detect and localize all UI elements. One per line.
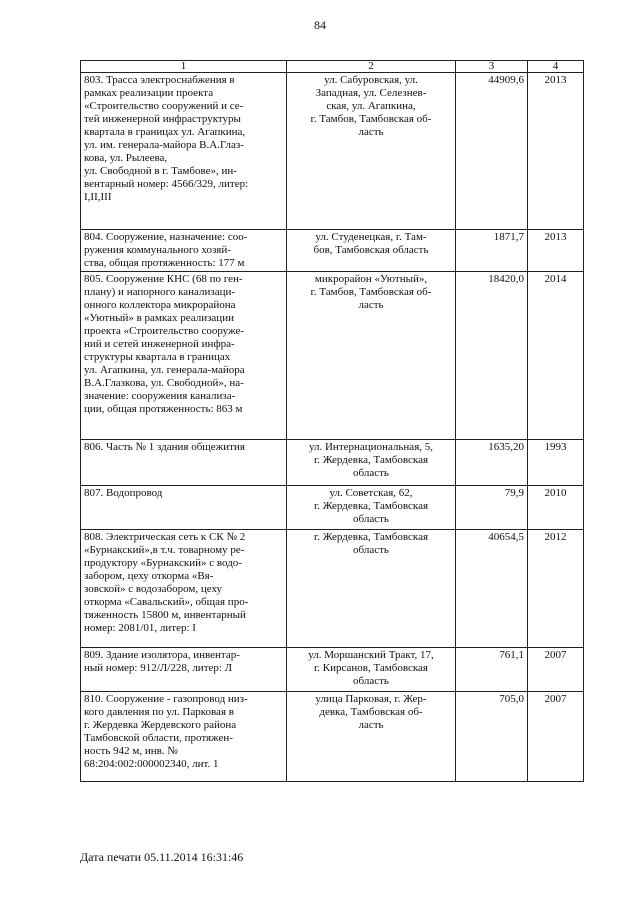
- object-year: 2014: [528, 272, 584, 440]
- print-date: Дата печати 05.11.2014 16:31:46: [80, 850, 244, 864]
- table-row: [81, 440, 584, 486]
- column-header-4: 4: [528, 61, 584, 73]
- object-description: 808. Электрическая сеть к СК № 2 «Бурнакский»,в т.ч. товарному ре- продуктору «Бурнакский» с водо- забором, цеху откорма «Вя- зовской» с водозабором, цеху откорма «Савальский», общая про- тяженность 15800 м, инвентарный номер: 2081/01, литер: I: [81, 530, 287, 648]
- object-description: 807. Водопровод: [81, 486, 287, 530]
- object-description: 810. Сооружение - газопровод низ- кого давления по ул. Парковая в г. Жердевка Жердевского района Тамбовской области, протяжен- ность 942 м, инв. № 68:204:002:000002340, лит. 1: [81, 692, 287, 782]
- object-value: 1635,20: [456, 440, 528, 486]
- object-description: 804. Сооружение, назначение: соо- ружения коммунального хозяй- ства, общая протяженность: 177 м: [81, 230, 287, 272]
- object-value: 44909,6: [456, 73, 528, 230]
- object-value: 18420,0: [456, 272, 528, 440]
- object-description: 803. Трасса электроснабжения в рамках реализации проекта «Строительство сооружений и се- тей инженерной инфраструктуры квартала в границах ул. Агапкина, ул. им. генерала-майора В.А.Глаз- кова, ул. Рылеева, ул. Свободной в г. Тамбове», ин- вентарный номер: 4566/329, литер: I,II,III: [81, 73, 287, 230]
- table-row: [81, 230, 584, 272]
- object-value: 761,1: [456, 648, 528, 692]
- table-row: [81, 486, 584, 530]
- object-description: 806. Часть № 1 здания общежития: [81, 440, 287, 486]
- table-row: [81, 530, 584, 648]
- object-address: микрорайон «Уютный», г. Тамбов, Тамбовская об- ласть: [287, 272, 456, 440]
- object-description: 809. Здание изолятора, инвентар- ный номер: 912/Л/228, литер: Л: [81, 648, 287, 692]
- table-row: [81, 692, 584, 782]
- object-year: 1993: [528, 440, 584, 486]
- object-value: 1871,7: [456, 230, 528, 272]
- table-header-row: [81, 61, 584, 73]
- object-value: 705,0: [456, 692, 528, 782]
- object-year: 2013: [528, 73, 584, 230]
- object-description: 805. Сооружение КНС (68 по ген- плану) и напорного канализаци- онного коллектора микрорайона «Уютный» в рамках реализации проекта «Строительство сооруже- ний и сетей инженерной инфра- структуры квартала в границах ул. Агапкина, ул. генерала-майора В.А.Глазкова, ул. Свободной», на- значение: сооружения канализа- ции, общая протяженность: 863 м: [81, 272, 287, 440]
- object-value: 40654,5: [456, 530, 528, 648]
- object-address: г. Жердевка, Тамбовская область: [287, 530, 456, 648]
- column-header-3: 3: [456, 61, 528, 73]
- object-year: 2010: [528, 486, 584, 530]
- object-year: 2007: [528, 692, 584, 782]
- table-row: [81, 272, 584, 440]
- table-row: [81, 648, 584, 692]
- column-header-2: 2: [287, 61, 456, 73]
- object-year: 2012: [528, 530, 584, 648]
- object-address: ул. Советская, 62, г. Жердевка, Тамбовская область: [287, 486, 456, 530]
- property-registry-table: [80, 60, 584, 782]
- page-number: 84: [314, 18, 326, 32]
- object-address: ул. Моршанский Тракт, 17, г. Кирсанов, Тамбовская область: [287, 648, 456, 692]
- object-address: улица Парковая, г. Жер- девка, Тамбовская об- ласть: [287, 692, 456, 782]
- object-year: 2013: [528, 230, 584, 272]
- column-header-1: 1: [81, 61, 287, 73]
- object-year: 2007: [528, 648, 584, 692]
- object-value: 79,9: [456, 486, 528, 530]
- object-address: ул. Интернациональная, 5, г. Жердевка, Тамбовская область: [287, 440, 456, 486]
- table-row: [81, 73, 584, 230]
- object-address: ул. Студенецкая, г. Там- бов, Тамбовская область: [287, 230, 456, 272]
- object-address: ул. Сабуровская, ул. Западная, ул. Селезнев- ская, ул. Агапкина, г. Тамбов, Тамбовская об- ласть: [287, 73, 456, 230]
